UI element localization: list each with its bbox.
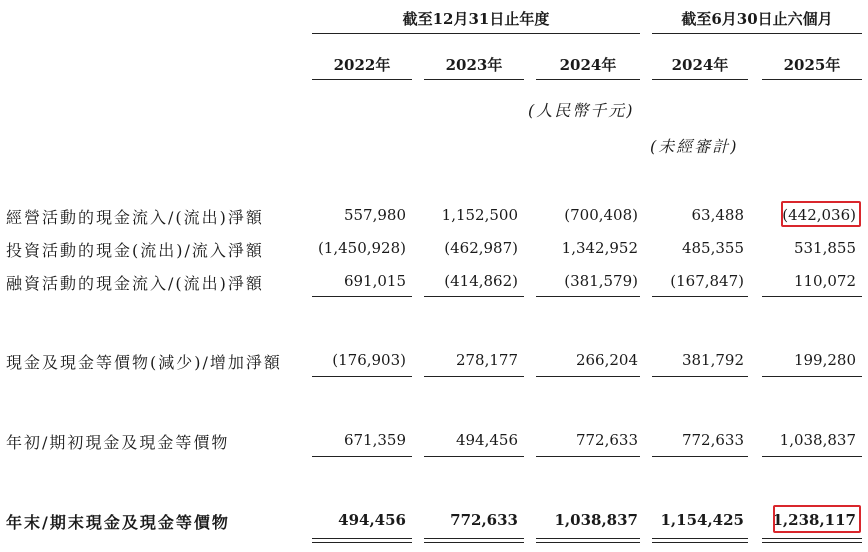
cell-financing-2023: (414,862) <box>444 272 518 290</box>
year-rule-2023 <box>424 79 524 80</box>
cell-operating-2025-h1: (442,036) <box>782 206 856 224</box>
total-double-rule-2022 <box>312 538 412 543</box>
highlight-box-closing-2025 <box>773 505 861 533</box>
cell-net-change-2025-h1: 199,280 <box>793 351 856 369</box>
subtotal-rule-2024-h1 <box>652 296 748 297</box>
year-rule-2022 <box>312 79 412 80</box>
cell-financing-2024-h1: (167,847) <box>670 272 744 290</box>
subtotal-rule-2025-h1 <box>762 296 862 297</box>
cell-financing-2024: (381,579) <box>564 272 638 290</box>
highlight-box-operating-2025 <box>781 201 861 227</box>
cell-operating-2024: (700,408) <box>564 206 638 224</box>
year-header-2025-h1: 2025年 <box>783 56 841 74</box>
cell-operating-2024-h1: 63,488 <box>691 206 744 224</box>
row-label-investing: 投資活動的現金(流出)/流入淨額 <box>6 241 264 260</box>
cell-investing-2025-h1: 531,855 <box>793 239 856 257</box>
cell-closing-2022: 494,456 <box>338 511 406 529</box>
row-label-closing: 年末/期末現金及現金等價物 <box>6 513 230 532</box>
cell-financing-2022: 691,015 <box>343 272 406 290</box>
unaudited-note: (未經審計) <box>650 137 739 156</box>
net-change-rule-2023 <box>424 376 524 377</box>
cell-opening-2022: 671,359 <box>343 431 406 449</box>
row-label-opening: 年初/期初現金及現金等價物 <box>6 433 230 452</box>
currency-note: (人民幣千元) <box>528 101 635 120</box>
cell-financing-2025-h1: 110,072 <box>793 272 856 290</box>
opening-rule-2025-h1 <box>762 456 862 457</box>
cell-operating-2022: 557,980 <box>343 206 406 224</box>
cell-operating-2023: 1,152,500 <box>441 206 518 224</box>
row-label-operating: 經營活動的現金流入/(流出)淨額 <box>6 208 264 227</box>
opening-rule-2024-h1 <box>652 456 748 457</box>
subtotal-rule-2022 <box>312 296 412 297</box>
header-group-six-months: 截至6月30日止六個月 <box>681 10 833 28</box>
cell-opening-2023: 494,456 <box>455 431 518 449</box>
total-double-rule-2024 <box>536 538 640 543</box>
year-header-2024-h1: 2024年 <box>671 56 729 74</box>
cell-net-change-2023: 278,177 <box>455 351 518 369</box>
cell-opening-2024: 772,633 <box>575 431 638 449</box>
year-rule-2024-h1 <box>652 79 748 80</box>
net-change-rule-2025-h1 <box>762 376 862 377</box>
total-double-rule-2025-h1 <box>762 538 862 543</box>
header-group-six-months-rule <box>652 33 862 34</box>
opening-rule-2022 <box>312 456 412 457</box>
row-label-net-change: 現金及現金等價物(減少)/增加淨額 <box>6 353 282 372</box>
cell-investing-2022: (1,450,928) <box>317 239 406 257</box>
year-rule-2024 <box>536 79 640 80</box>
cell-opening-2024-h1: 772,633 <box>681 431 744 449</box>
net-change-rule-2022 <box>312 376 412 377</box>
year-header-2024: 2024年 <box>559 56 617 74</box>
year-header-2022: 2022年 <box>333 56 391 74</box>
cell-net-change-2024: 266,204 <box>575 351 638 369</box>
cell-opening-2025-h1: 1,038,837 <box>779 431 856 449</box>
opening-rule-2024 <box>536 456 640 457</box>
cell-investing-2024: 1,342,952 <box>561 239 638 257</box>
cell-investing-2023: (462,987) <box>444 239 518 257</box>
cell-investing-2024-h1: 485,355 <box>681 239 744 257</box>
net-change-rule-2024-h1 <box>652 376 748 377</box>
year-rule-2025-h1 <box>762 79 862 80</box>
header-group-full-year-rule <box>312 33 640 34</box>
subtotal-rule-2023 <box>424 296 524 297</box>
row-label-financing: 融資活動的現金流入/(流出)淨額 <box>6 274 264 293</box>
net-change-rule-2024 <box>536 376 640 377</box>
cell-closing-2024-h1: 1,154,425 <box>660 511 744 529</box>
cell-net-change-2022: (176,903) <box>332 351 406 369</box>
subtotal-rule-2024 <box>536 296 640 297</box>
cell-closing-2024: 1,038,837 <box>554 511 638 529</box>
total-double-rule-2023 <box>424 538 524 543</box>
year-header-2023: 2023年 <box>445 56 503 74</box>
header-group-full-year: 截至12月31日止年度 <box>402 10 550 28</box>
cell-closing-2023: 772,633 <box>450 511 518 529</box>
total-double-rule-2024-h1 <box>652 538 748 543</box>
opening-rule-2023 <box>424 456 524 457</box>
cell-closing-2025-h1: 1,238,117 <box>772 511 856 529</box>
cell-net-change-2024-h1: 381,792 <box>681 351 744 369</box>
